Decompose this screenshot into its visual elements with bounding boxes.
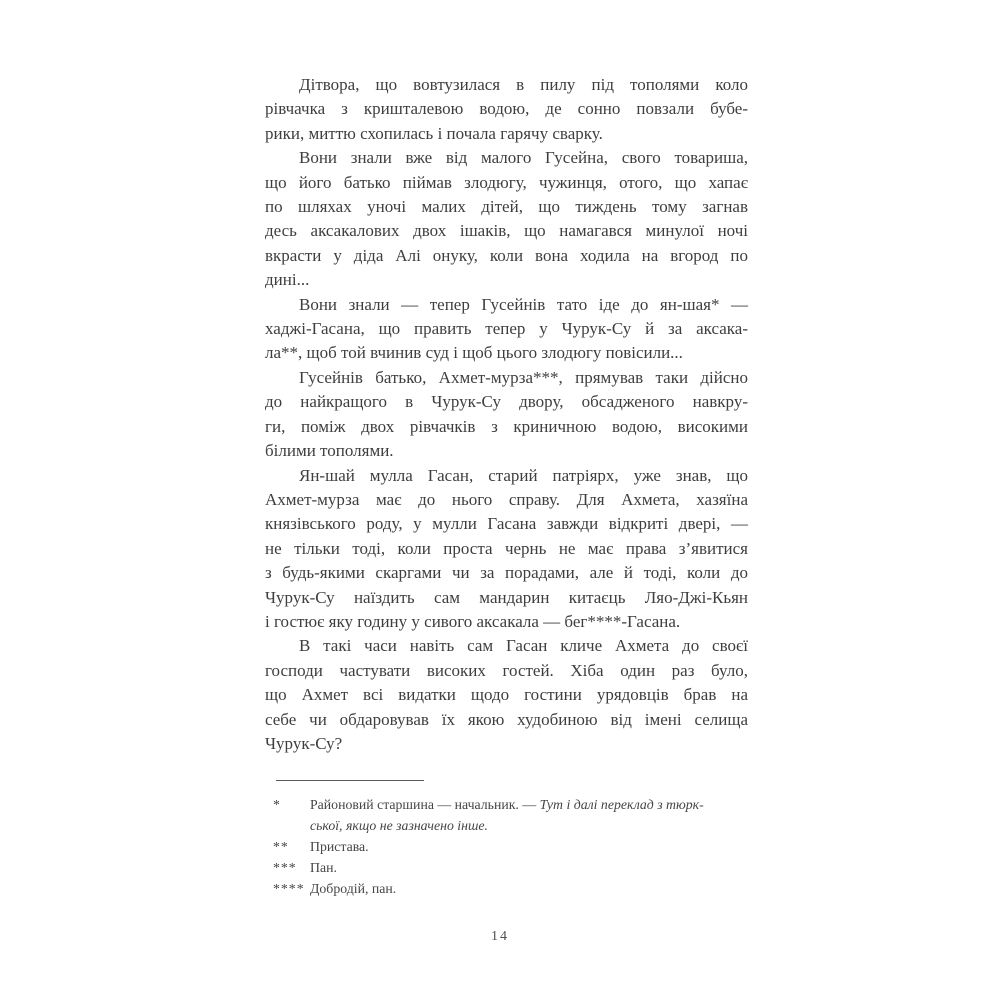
text-line: ги, поміж двох рівчачків з криничною водою, високими [265,416,748,436]
text-line: не тільки тоді, коли проста чернь не має права з’явитися [265,538,748,558]
footnote-text: Добродій, пан. [310,881,397,896]
text-line: по шляхах уночі малих дітей, що тиждень тому загнав [265,197,748,217]
footnote-text: Пристава. [310,839,369,854]
paragraph-4 [265,366,748,464]
text-line: десь аксакалових двох ішаків, що намагався минулої ночі [265,221,748,241]
page-number: 14 [491,929,509,944]
footnote-marker: ** [273,839,289,854]
text-line: Гусейнів батько, Ахмет-мурза***, прямував таки дійсно [299,367,748,387]
paragraph-5 [265,464,748,635]
text-line: князівського роду, у мулли Гасана завжди відкриті двері, — [265,514,748,534]
text-line: Чурук-Су? [265,733,343,753]
text-line: хаджі-Гасана, що править тепер у Чурук-Су й за аксака- [265,319,748,339]
footnote-4 [265,878,748,899]
paragraph-6 [265,634,748,756]
text-line: Вони знали — тепер Гусейнів тато іде до ян-шая* — [299,294,748,314]
paragraph-2 [265,146,748,292]
text-line: Вони знали вже від малого Гусейна, свого товариша, [299,148,748,168]
footnote-italic-text: ської, якщо не зазначено інше. [310,818,488,833]
text-line: ла**, щоб той вчинив суд і щоб цього злодюгу повісили... [265,343,683,363]
body-text [265,73,748,756]
text-line: до найкращого в Чурук-Су двору, обсадженого навкру- [265,392,748,412]
footnote-2 [265,836,748,857]
text-line: В такі часи навіть сам Гасан кличе Ахмета до своєї [299,636,748,656]
text-line: що його батько піймав злодюгу, чужинця, отого, що хапає [265,172,748,192]
footnote-marker: * [273,797,281,812]
paragraph-1 [265,73,748,146]
text-line: рики, миттю схопилась і почала гарячу сварку. [265,123,603,143]
footnote-marker: **** [273,881,305,896]
text-line: Ян-шай мулла Гасан, старий патріярх, уже знав, що [299,465,748,485]
text-line: себе чи обдаровував їх якою худобиною від імені селища [265,709,748,729]
text-line: рівчачка з кришталевою водою, де сонно повзали бубе- [265,99,748,119]
text-line: дині... [265,270,310,290]
footnote-text: Пан. [310,860,337,875]
footnote-plain-text: Районовий старшина — начальник. — [310,797,540,812]
footnotes [265,794,748,899]
text-line: Дітвора, що вовтузилася в пилу під тополями коло [299,75,748,94]
footnote-text [310,794,748,836]
footnote-3 [265,857,748,878]
paragraph-3 [265,293,748,366]
footnote-marker: *** [273,860,297,875]
text-line: господи частувати високих гостей. Хіба один раз було, [265,660,748,680]
text-line: вкрасти у діда Алі онуку, коли вона ходила на вгород по [265,245,748,265]
footnote-divider [276,780,424,781]
footnote-italic-text: Тут і далі переклад з тюрк- [539,797,704,812]
text-line: білими тополями. [265,441,394,461]
text-line: Ахмет-мурза має до нього справу. Для Ахмета, хазяїна [265,489,748,509]
text-line: і гостює яку годину у сивого аксакала — бег****-Гасана. [265,611,681,631]
text-line: Чурук-Су наїздить сам мандарин китаєць Ляо-Джі-Кьян [265,587,748,607]
footnote-1 [265,794,748,836]
text-line: що Ахмет всі видатки щодо гостини урядовців брав на [265,685,748,705]
text-line: з будь-якими скаргами чи за порадами, але й тоді, коли до [265,563,748,583]
